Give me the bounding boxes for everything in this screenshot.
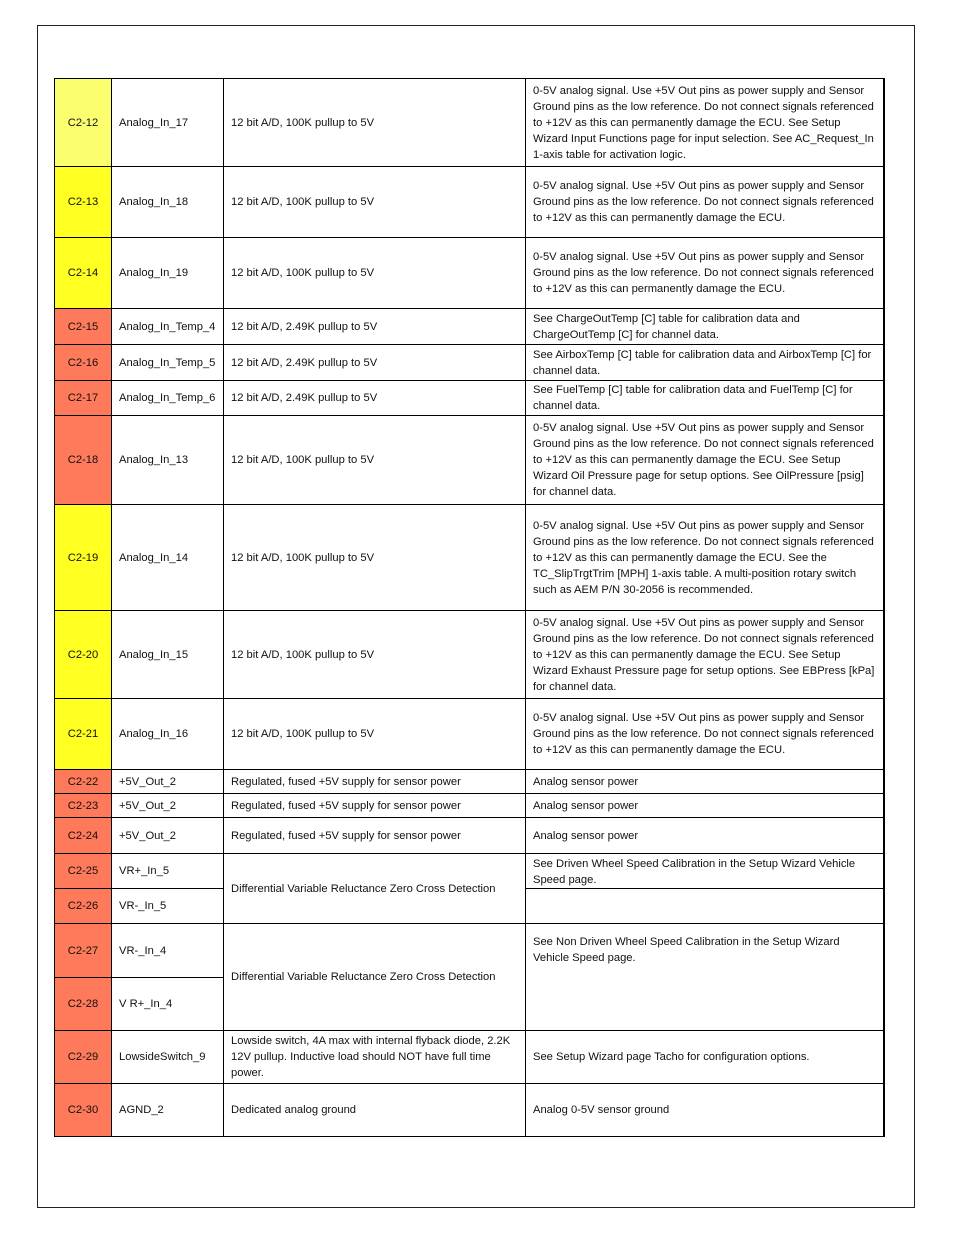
pin-type: 12 bit A/D, 100K pullup to 5V	[224, 167, 526, 238]
pin-name: Analog_In_16	[112, 699, 224, 770]
pin-id: C2-27	[55, 924, 112, 978]
pin-id: C2-16	[55, 345, 112, 381]
pin-description: 0-5V analog signal. Use +5V Out pins as power supply and Sensor Ground pins as the low reference. Do not connect signals referenced to +12V as this can permanently damage the ECU. See the TC_SlipTrgtTrim [MPH] 1-axis table. A multi-position rotary switch such as AEM P/N 30-2056 is recommended.	[526, 505, 884, 611]
pin-type: Regulated, fused +5V supply for sensor power	[224, 818, 526, 854]
pin-description: See FuelTemp [C] table for calibration data and FuelTemp [C] for channel data.	[526, 381, 884, 416]
table-row	[55, 309, 884, 345]
table-row	[55, 345, 884, 381]
pin-id: C2-25	[55, 854, 112, 889]
pin-id: C2-18	[55, 416, 112, 505]
pin-description: See ChargeOutTemp [C] table for calibration data and ChargeOutTemp [C] for channel data.	[526, 309, 884, 345]
pin-description: Analog sensor power	[526, 770, 884, 794]
pin-name: +5V_Out_2	[112, 770, 224, 794]
pin-type: 12 bit A/D, 100K pullup to 5V	[224, 505, 526, 611]
table-row	[55, 79, 884, 167]
pin-name: Analog_In_17	[112, 79, 224, 167]
pin-name: Analog_In_Temp_6	[112, 381, 224, 416]
table-row	[55, 770, 884, 794]
pin-id: C2-15	[55, 309, 112, 345]
pin-name: Analog_In_Temp_5	[112, 345, 224, 381]
pin-id: C2-23	[55, 794, 112, 818]
pin-description: See Non Driven Wheel Speed Calibration in the Setup Wizard Vehicle Speed page.	[526, 924, 884, 1031]
pin-id: C2-26	[55, 889, 112, 924]
pin-description: 0-5V analog signal. Use +5V Out pins as power supply and Sensor Ground pins as the low reference. Do not connect signals referenced to +12V as this can permanently damage the ECU.	[526, 167, 884, 238]
pin-type: Regulated, fused +5V supply for sensor power	[224, 770, 526, 794]
pin-id: C2-30	[55, 1084, 112, 1137]
table-row	[55, 1084, 884, 1137]
pin-type: 12 bit A/D, 2.49K pullup to 5V	[224, 381, 526, 416]
pin-name: Analog_In_19	[112, 238, 224, 309]
pin-id: C2-24	[55, 818, 112, 854]
pin-description: 0-5V analog signal. Use +5V Out pins as power supply and Sensor Ground pins as the low reference. Do not connect signals referenced to +12V as this can permanently damage the ECU. See Setup Wizard Input Functions page for input selection. See AC_Request_In 1-axis table for activation logic.	[526, 79, 884, 167]
pin-description: Analog sensor power	[526, 818, 884, 854]
pin-description: 0-5V analog signal. Use +5V Out pins as power supply and Sensor Ground pins as the low reference. Do not connect signals referenced to +12V as this can permanently damage the ECU.	[526, 699, 884, 770]
pin-name: VR+_In_5	[112, 854, 224, 889]
pin-type: 12 bit A/D, 2.49K pullup to 5V	[224, 345, 526, 381]
pin-name: Analog_In_13	[112, 416, 224, 505]
pin-description: 0-5V analog signal. Use +5V Out pins as power supply and Sensor Ground pins as the low reference. Do not connect signals referenced to +12V as this can permanently damage the ECU. See Setup Wizard Exhaust Pressure page for setup options. See EBPress [kPa] for channel data.	[526, 611, 884, 699]
pin-type: 12 bit A/D, 100K pullup to 5V	[224, 79, 526, 167]
pin-name: AGND_2	[112, 1084, 224, 1137]
table-row	[55, 794, 884, 818]
pin-id: C2-17	[55, 381, 112, 416]
pin-id: C2-28	[55, 978, 112, 1031]
pin-id: C2-12	[55, 79, 112, 167]
pin-name: VR-_In_4	[112, 924, 224, 978]
pin-name: VR-_In_5	[112, 889, 224, 924]
pin-type: 12 bit A/D, 100K pullup to 5V	[224, 699, 526, 770]
pin-id: C2-14	[55, 238, 112, 309]
pin-name: LowsideSwitch_9	[112, 1031, 224, 1084]
pinout-table	[54, 78, 885, 1137]
pin-name: V R+_In_4	[112, 978, 224, 1031]
table-row	[55, 854, 884, 889]
pin-type: Lowside switch, 4A max with internal flyback diode, 2.2K 12V pullup. Inductive load should NOT have full time power.	[224, 1031, 526, 1084]
pin-type: 12 bit A/D, 2.49K pullup to 5V	[224, 309, 526, 345]
pin-name: Analog_In_14	[112, 505, 224, 611]
table-row	[55, 924, 884, 978]
pin-id: C2-29	[55, 1031, 112, 1084]
pin-description: See AirboxTemp [C] table for calibration data and AirboxTemp [C] for channel data.	[526, 345, 884, 381]
table-row	[55, 416, 884, 505]
table-row	[55, 505, 884, 611]
table-row	[55, 818, 884, 854]
pin-description: 0-5V analog signal. Use +5V Out pins as power supply and Sensor Ground pins as the low reference. Do not connect signals referenced to +12V as this can permanently damage the ECU.	[526, 238, 884, 309]
pin-type: 12 bit A/D, 100K pullup to 5V	[224, 611, 526, 699]
pin-type: Differential Variable Reluctance Zero Cross Detection	[224, 854, 526, 924]
table-row	[55, 238, 884, 309]
pin-type: Differential Variable Reluctance Zero Cross Detection	[224, 924, 526, 1031]
pin-id: C2-20	[55, 611, 112, 699]
pin-type: 12 bit A/D, 100K pullup to 5V	[224, 416, 526, 505]
pin-name: +5V_Out_2	[112, 794, 224, 818]
pin-id: C2-13	[55, 167, 112, 238]
pin-id: C2-19	[55, 505, 112, 611]
pin-name: Analog_In_18	[112, 167, 224, 238]
pin-name: Analog_In_15	[112, 611, 224, 699]
pin-description: Analog sensor power	[526, 794, 884, 818]
pin-description-empty	[526, 889, 884, 924]
pin-name: Analog_In_Temp_4	[112, 309, 224, 345]
table-row	[55, 611, 884, 699]
pin-type: Regulated, fused +5V supply for sensor power	[224, 794, 526, 818]
pin-name: +5V_Out_2	[112, 818, 224, 854]
table-row	[55, 1031, 884, 1084]
pin-description: See Driven Wheel Speed Calibration in the Setup Wizard Vehicle Speed page.	[526, 854, 884, 889]
pin-description: Analog 0-5V sensor ground	[526, 1084, 884, 1137]
pin-type: 12 bit A/D, 100K pullup to 5V	[224, 238, 526, 309]
pin-description: See Setup Wizard page Tacho for configuration options.	[526, 1031, 884, 1084]
pin-type: Dedicated analog ground	[224, 1084, 526, 1137]
table-row	[55, 167, 884, 238]
table-row	[55, 699, 884, 770]
table-row	[55, 381, 884, 416]
pin-id: C2-21	[55, 699, 112, 770]
pin-description: 0-5V analog signal. Use +5V Out pins as power supply and Sensor Ground pins as the low reference. Do not connect signals referenced to +12V as this can permanently damage the ECU. See Setup Wizard Oil Pressure page for setup options. See OilPressure [psig] for channel data.	[526, 416, 884, 505]
pin-id: C2-22	[55, 770, 112, 794]
